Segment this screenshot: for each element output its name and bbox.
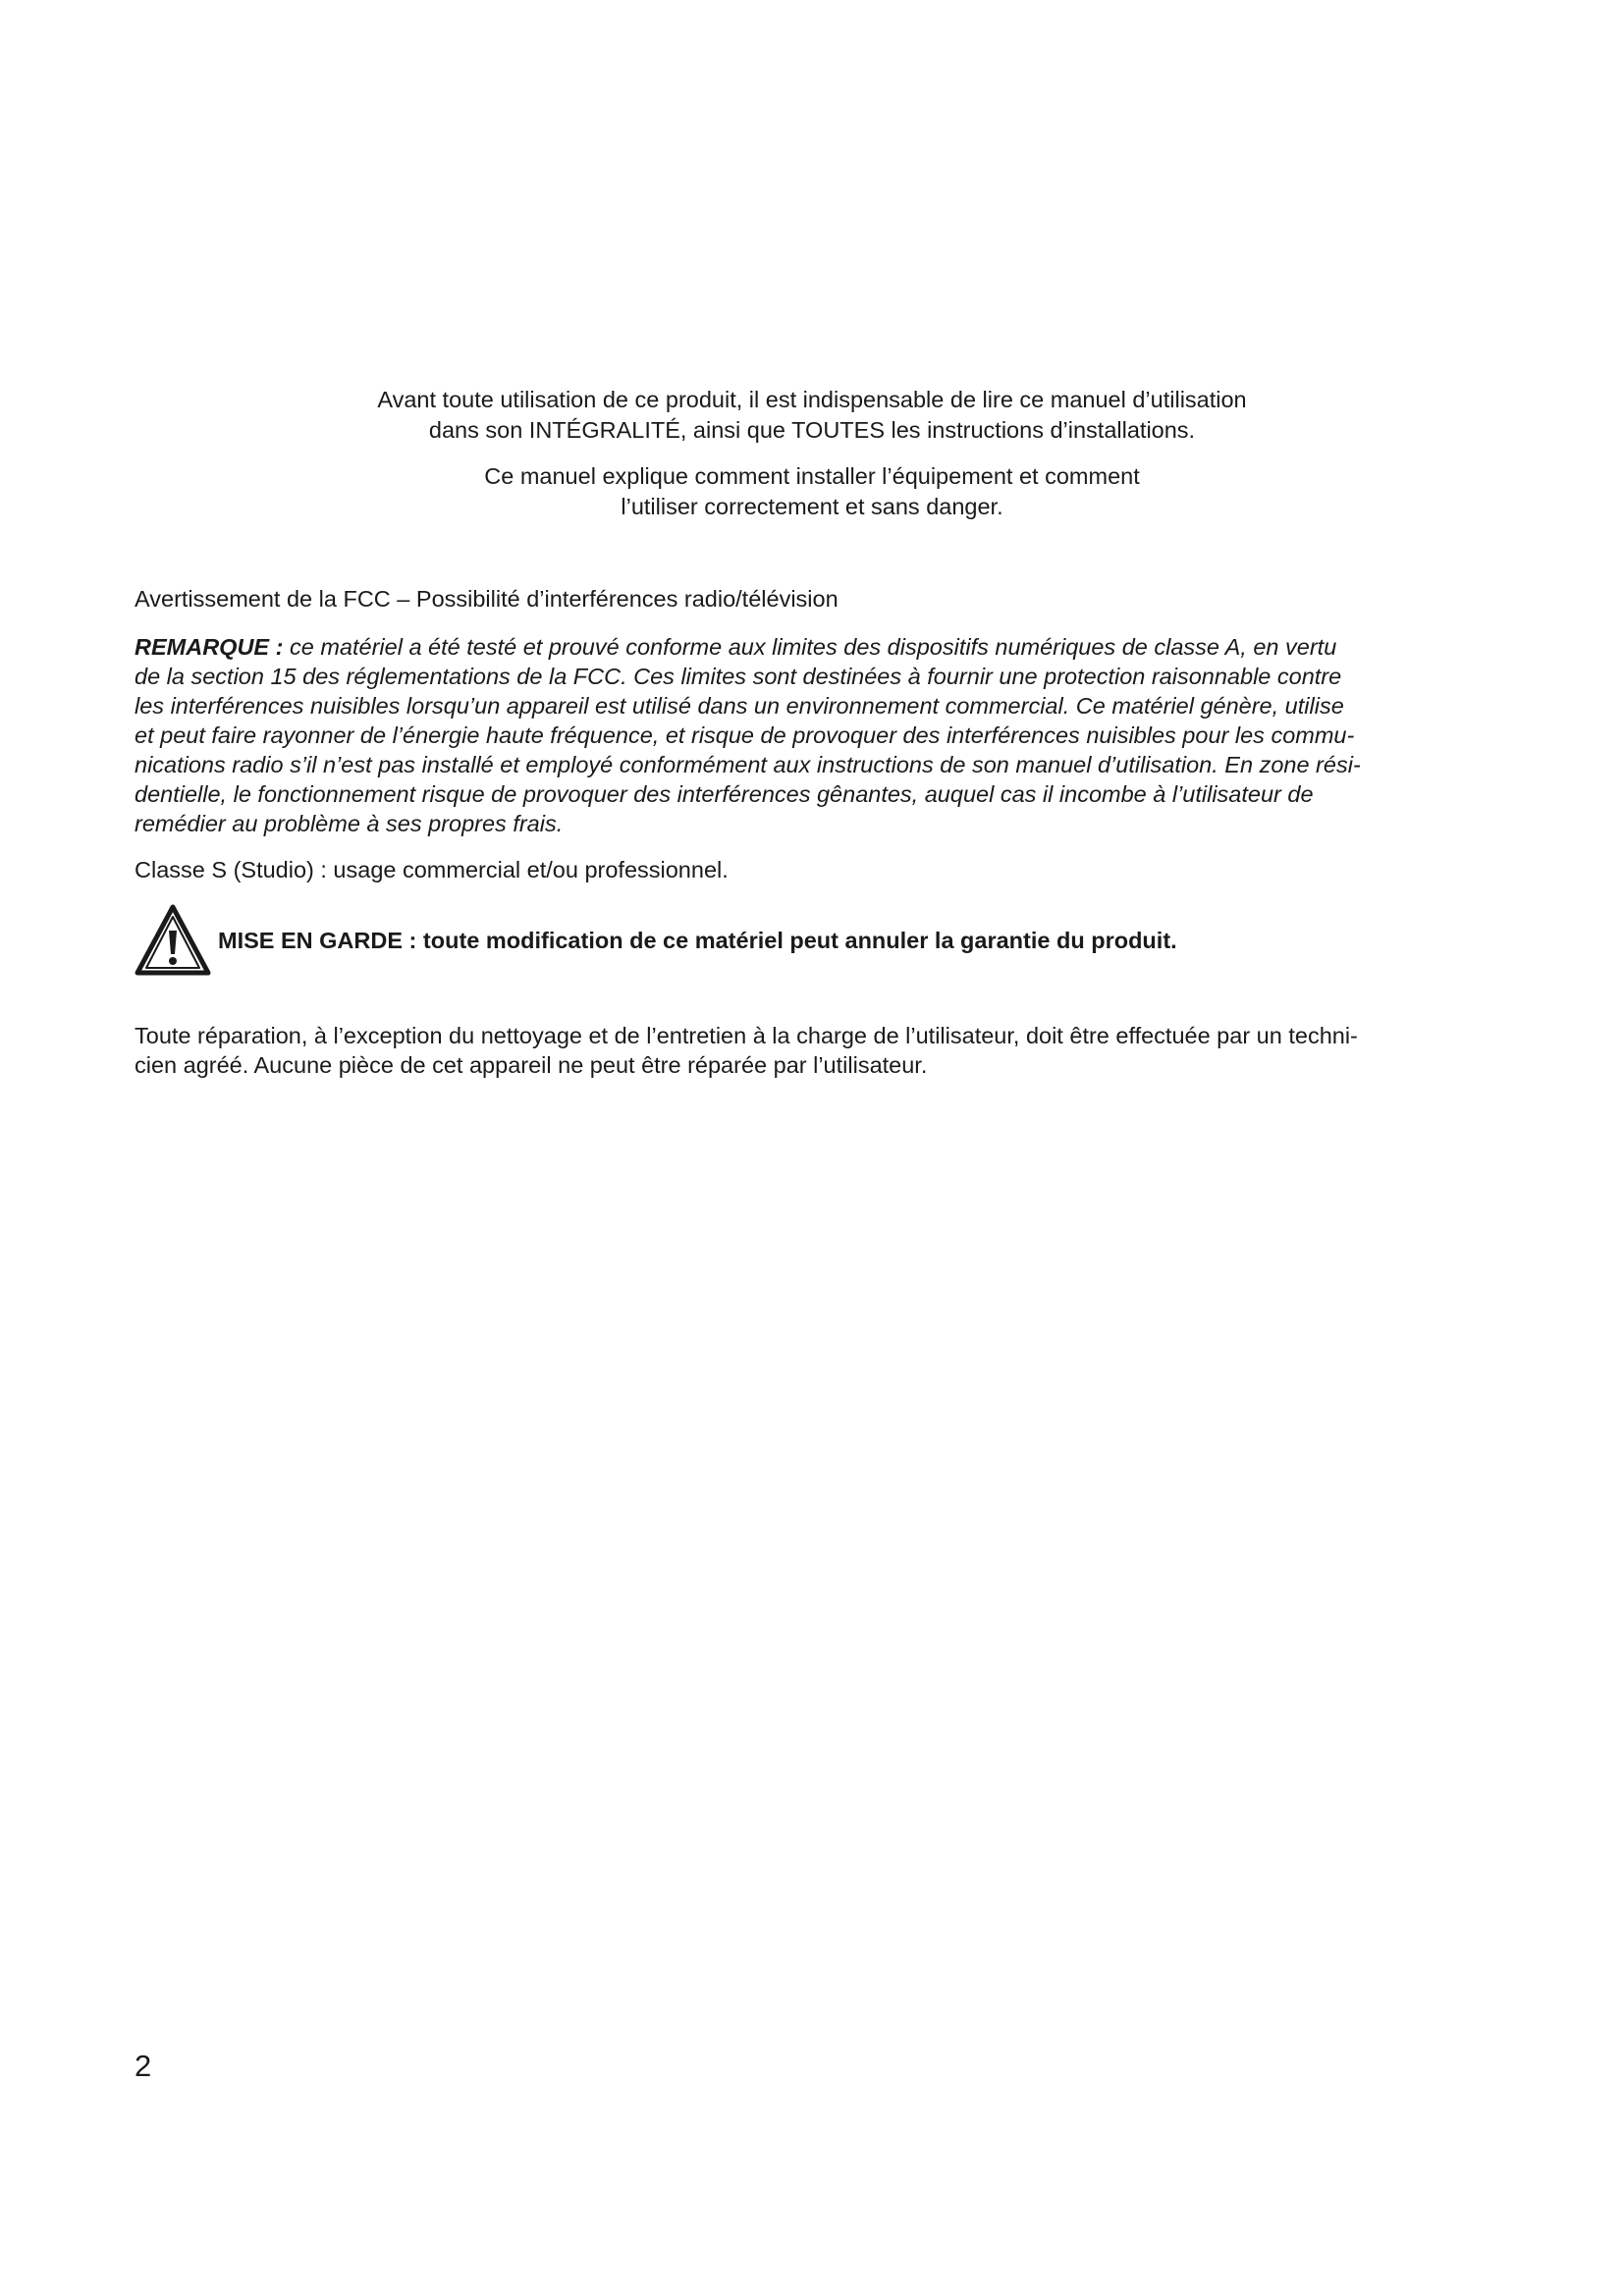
remarque-line-6: dentielle, le fonctionnement risque de provoquer des interférences gênantes, auquel cas il incombe à l’utilisateur de [135, 781, 1314, 807]
remarque-line-1 [135, 632, 1450, 662]
remarque-text: ce matériel a été testé et prouvé conforme aux limites des dispositifs numériques de classe A, en vertu [289, 634, 1337, 660]
remarque-line-2: de la section 15 des réglementations de la FCC. Ces limites sont destinées à fournir une protection raisonnable contre [135, 664, 1342, 689]
remarque-line-3: les interférences nuisibles lorsqu’un appareil est utilisé dans un environnement commercial. Ce matériel génère, utilise [135, 693, 1344, 719]
intro-line-3: Ce manuel explique comment installer l’équipement et comment [484, 463, 1140, 489]
warning-triangle-icon [135, 903, 211, 978]
remarque-line-4: et peut faire rayonner de l’énergie haute fréquence, et risque de provoquer des interférences nuisibles pour les commu- [135, 722, 1355, 748]
intro-line-1: Avant toute utilisation de ce produit, il est indispensable de lire ce manuel d’utilisation [377, 387, 1247, 412]
remarque-label: REMARQUE : [135, 634, 284, 660]
warning-text: MISE EN GARDE : toute modification de ce matériel peut annuler la garantie du produit. [218, 928, 1177, 953]
intro-paragraph-1 [0, 385, 1624, 446]
intro-line-4: l’utiliser correctement et sans danger. [621, 494, 1003, 519]
warning-notice [135, 903, 1450, 982]
intro-line-2: dans son INTÉGRALITÉ, ainsi que TOUTES les instructions d’installations. [428, 417, 1196, 443]
intro-paragraph-2 [0, 461, 1624, 522]
reparation-line-1: Toute réparation, à l’exception du nettoyage et de l’entretien à la charge de l’utilisateur, doit être effectuée par un techni- [135, 1023, 1358, 1048]
page-number: 2 [135, 2049, 152, 2083]
reparation-paragraph [135, 1021, 1450, 1080]
remarque-line-7: remédier au problème à ses propres frais. [135, 811, 564, 836]
fcc-heading: Avertissement de la FCC – Possibilité d’interférences radio/télévision [135, 586, 839, 612]
reparation-line-2: cien agréé. Aucune pièce de cet appareil ne peut être réparée par l’utilisateur. [135, 1052, 928, 1078]
fcc-remarque-paragraph [135, 632, 1450, 838]
remarque-line-5: nications radio s’il n’est pas installé et employé conformément aux instructions de son manuel d’utilisation. En zone rési- [135, 752, 1361, 777]
classe-statement: Classe S (Studio) : usage commercial et/ou professionnel. [135, 857, 729, 882]
